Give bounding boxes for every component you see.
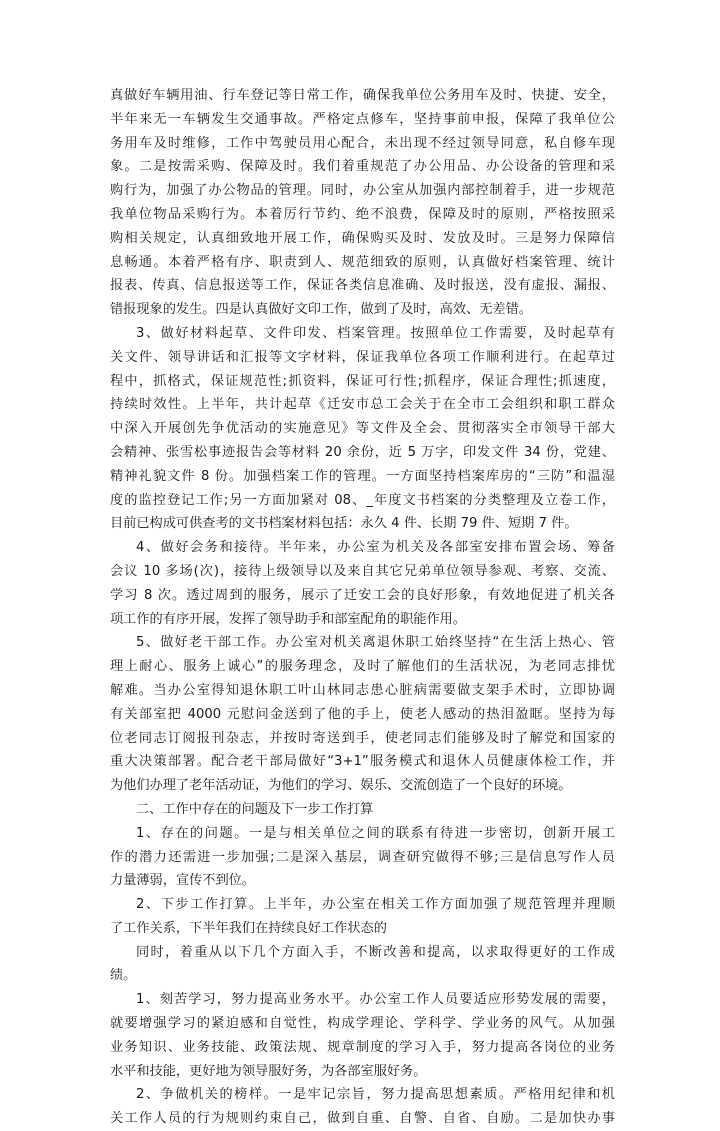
text-line: 有关部室把 4000 元慰问金送到了他的手上，使老人感动的热泪盈眶。坚持为每 xyxy=(110,706,615,722)
text-line: 5、做好老干部工作。办公室对机关离退休职工始终坚持“在生活上热心、管 xyxy=(136,635,615,651)
text-line: 位老同志订阅报刊杂志，并按时寄送到手，使老同志们能够及时了解党和国家的 xyxy=(110,730,615,746)
text-line: 项工作的有序开展，发挥了领导助手和部室配角的职能作用。 xyxy=(110,611,467,627)
text-line: 二、工作中存在的问题及下一步工作打算 xyxy=(136,801,374,817)
text-line: 1、刻苦学习，努力提高业务水平。办公室工作人员要适应形势发展的需要， xyxy=(136,992,615,1008)
text-line: 中深入开展创先争优活动的实施意见》等文件及全会、贯彻落实全市领导干部大 xyxy=(110,421,615,437)
text-line: 报表、传真、信息报送等工作，保证各类信息准确、及时报送，没有虚报、漏报、 xyxy=(110,278,615,294)
text-line: 2、争做机关的榜样。一是牢记宗旨，努力提高思想素质。严格用纪律和机 xyxy=(136,1087,615,1103)
text-line: 会议 10 多场(次)，接待上级领导以及来自其它兄弟单位领导参观、考察、交流、 xyxy=(110,563,615,579)
text-line: 了工作关系，下半年我们在持续良好工作状态的 xyxy=(110,920,387,936)
text-line: 会精神、张雪松事迹报告会等材料 20 余份，近 5 万字，印发文件 34 份，党建、 xyxy=(110,444,615,460)
text-line: 半年来无一车辆发生交通事故。严格定点修车，坚持事前申报，保障了我单位公 xyxy=(110,111,615,127)
text-line: 持续时效性。上半年，共计起草《迁安市总工会关于在全市工会组织和职工群众 xyxy=(110,397,615,413)
text-line: 1、存在的问题。一是与相关单位之间的联系有待进一步密切，创新开展工 xyxy=(136,825,615,841)
text-line: 象。二是按需采购、保障及时。我们着重规范了办公用品、办公设备的管理和采 xyxy=(110,159,615,175)
text-line: 购相关规定，认真细致地开展工作，确保购买及时、发放及时。三是努力保障信 xyxy=(110,230,615,246)
text-line: 业务知识、业务技能、政策法规、规章制度的学习入手，努力提高各岗位的业务 xyxy=(110,1039,615,1055)
text-line: 4、做好会务和接待。半年来，办公室为机关及各部室安排布置会场、筹备 xyxy=(136,540,615,556)
text-line: 水平和技能，更好地为领导服好务，为各部室服好务。 xyxy=(110,1063,427,1079)
text-line: 绩。 xyxy=(110,968,137,984)
text-line: 3、做好材料起草、文件印发、档案管理。按照单位工作需要，及时起草有 xyxy=(136,325,615,341)
text-line: 度的监控登记工作;另一方面加紧对 08、_年度文书档案的分类整理及立卷工作， xyxy=(110,492,615,508)
text-line: 务用车及时维修，工作中驾驶员用心配合，未出现不经过领导同意，私自修车现 xyxy=(110,135,615,151)
text-line: 学习 8 次。透过周到的服务，展示了迁安工会的良好形象，有效地促进了机关各 xyxy=(110,587,615,603)
text-line: 作的潜力还需进一步加强;二是深入基层，调查研究做得不够;三是信息写作人员 xyxy=(110,849,615,865)
text-line: 解难。当办公室得知退休职工叶山林同志患心脏病需要做支架手术时，立即协调 xyxy=(110,682,615,698)
text-line: 就要增强学习的紧迫感和自觉性，构成学理论、学科学、学业务的风气。从加强 xyxy=(110,1016,615,1032)
text-line: 同时，着重从以下几个方面入手，不断改善和提高，以求取得更好的工作成 xyxy=(136,944,615,960)
text-line: 错报现象的发生。四是认真做好文印工作，做到了及时，高效、无差错。 xyxy=(110,302,532,318)
text-line: 理上耐心、服务上诚心”的服务理念，及时了解他们的生活状况，为老同志排忧 xyxy=(110,659,615,675)
text-line: 重大决策部署。配合老干部局做好“3+1”服务模式和退休人员健康体检工作，并 xyxy=(110,754,615,770)
document-page xyxy=(110,84,615,1131)
text-line: 2、下步工作打算。上半年，办公室在相关工作方面加强了规范管理并理顺 xyxy=(136,897,615,913)
text-line: 力量薄弱，宣传不到位。 xyxy=(110,873,256,889)
text-line: 真做好车辆用油、行车登记等日常工作，确保我单位公务用车及时、快捷、安全， xyxy=(110,88,615,103)
text-line: 程中，抓格式，保证规范性;抓资料，保证可行性;抓程序，保证合理性;抓速度， xyxy=(110,373,615,389)
text-line: 目前已构成可供查考的文书档案材料包括：永久 4 件、长期 79 件、短期 7 件。 xyxy=(110,516,578,532)
text-line: 关工作人员的行为规则约束自己，做到自重、自警、自省、自励。二是加快办事 xyxy=(110,1111,615,1127)
text-line: 为他们办理了老年活动证，为他们的学习、娱乐、交流创造了一个良好的环境。 xyxy=(110,778,572,794)
text-line: 购行为，加强了办公物品的管理。同时，办公室从加强内部控制着手，进一步规范 xyxy=(110,183,615,199)
text-line: 关文件、领导讲话和汇报等文字材料，保证我单位各项工作顺利进行。在起草过 xyxy=(110,349,615,365)
text-line: 精神礼貌文件 8 份。加强档案工作的管理。一方面坚持档案库房的“三防”和温湿 xyxy=(110,468,615,484)
text-line: 息畅通。本着严格有序、职责到人、规范细致的原则，认真做好档案管理、统计 xyxy=(110,254,615,270)
text-line: 我单位物品采购行为。本着厉行节约、绝不浪费，保障及时的原则，严格按照采 xyxy=(110,206,615,222)
